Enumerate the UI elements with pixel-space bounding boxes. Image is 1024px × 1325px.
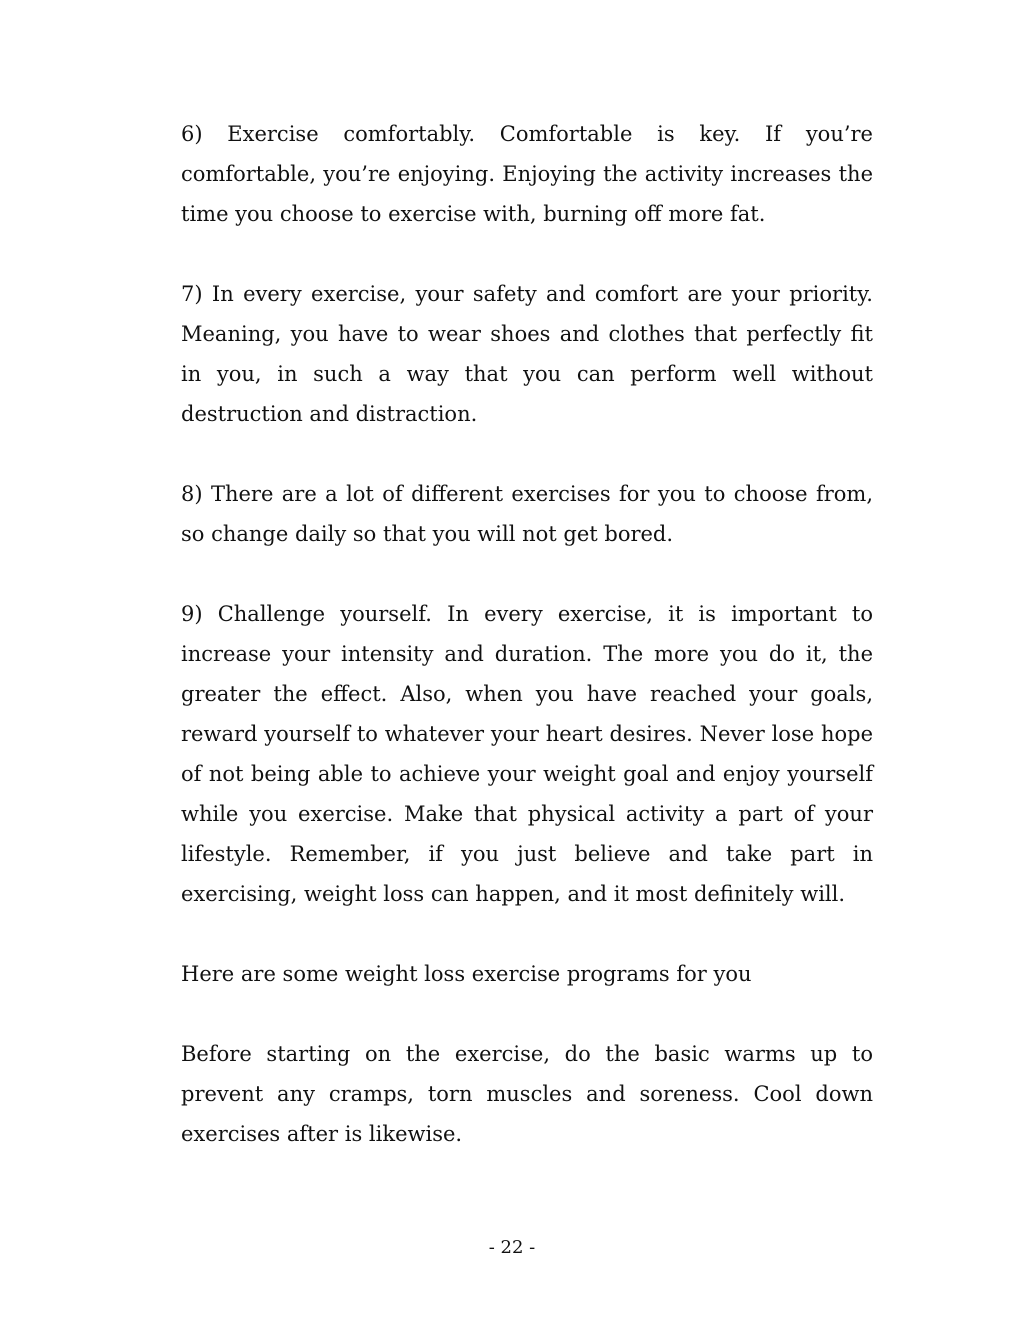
paragraph-tip-6: 6) Exercise comfortably. Comfortable is key. If you’re comfortable, you’re enjoying. Enjoying the activity increases the time you choose to exercise with, burning off more fat. — [181, 122, 873, 226]
paragraph-programs-intro: Here are some weight loss exercise programs for you — [181, 962, 752, 986]
paragraph-tip-9: 9) Challenge yourself. In every exercise, it is important to increase your intensity and duration. The more you do it, the greater the effect. Also, when you have reached your goals, reward yourself to whatever your heart desires. Never lose hope of not being able to achieve your weight goal and enjoy yourself while you exercise. Make that physical activity a part of your lifestyle. Remember, if you just believe and take part in exercising, weight loss can happen, and it most definitely will. — [181, 602, 873, 906]
paragraph-tip-7: 7) In every exercise, your safety and comfort are your priority. Meaning, you have to wear shoes and clothes that perfectly fit in you, in such a way that you can perform well without destruction and distraction. — [181, 282, 873, 426]
page-body — [181, 114, 873, 1194]
paragraph-warm-up: Before starting on the exercise, do the basic warms up to prevent any cramps, torn muscles and soreness. Cool down exercises after is likewise. — [181, 1042, 873, 1146]
paragraph-tip-8: 8) There are a lot of different exercises for you to choose from, so change daily so that you will not get bored. — [181, 482, 873, 546]
page-number: - 22 - — [488, 1237, 536, 1258]
